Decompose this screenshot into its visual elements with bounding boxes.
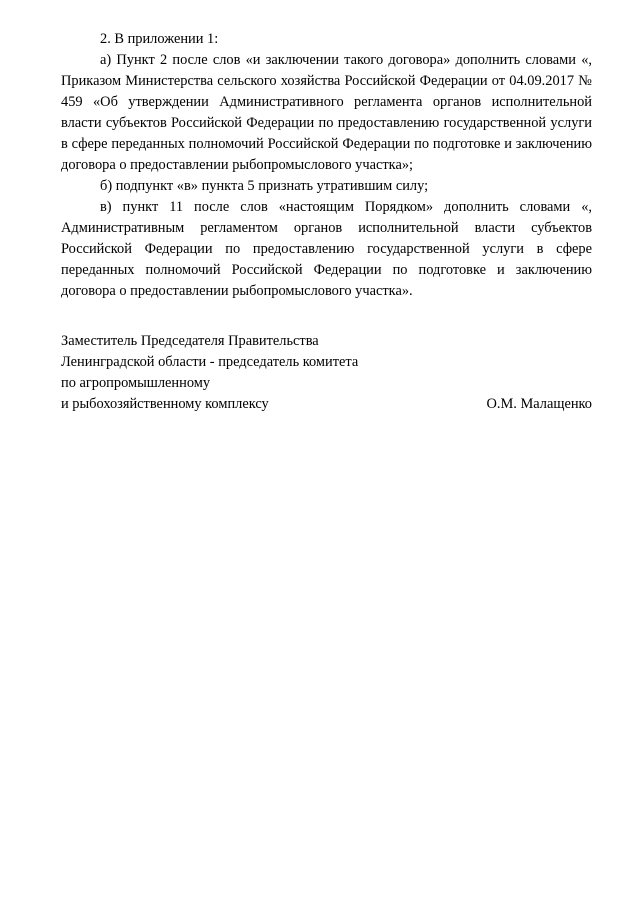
signatory-final-row	[61, 394, 592, 415]
signature-block	[61, 331, 592, 415]
document-body	[61, 29, 592, 302]
signatory-title-line-4: и рыбохозяйственному комплексу	[61, 396, 269, 412]
signatory-name: О.М. Малащенко	[486, 396, 592, 412]
signatory-title-line-1: Заместитель Председателя Правительства	[61, 333, 319, 349]
paragraph-item-v: в) пункт 11 после слов «настоящим Порядком» дополнить словами «, Административным регламентом органов исполнительной власти субъектов Российской Федерации по предоставлению государственной услуги в сфере переданных полномочий Российской Федерации по подготовке и заключению договора о предоставлении рыбопромыслового участка».	[61, 199, 592, 299]
signatory-title-line-3: по агропромышленному	[61, 375, 211, 391]
paragraph-item-b: б) подпункт «в» пункта 5 признать утратившим силу;	[100, 178, 429, 194]
paragraph-item-a: а) Пункт 2 после слов «и заключении такого договора» дополнить словами «, Приказом Министерства сельского хозяйства Российской Федерации от 04.09.2017 № 459 «Об утверждении Административного регламента органов исполнительной власти субъектов Российской Федерации по предоставлению государственной услуги в сфере переданных полномочий Российской Федерации по подготовке и заключению договора о предоставлении рыбопромыслового участка»;	[61, 52, 592, 173]
paragraph-section-2: 2. В приложении 1:	[100, 31, 219, 47]
signatory-title-line-2: Ленинградской области - председатель комитета	[61, 354, 359, 370]
